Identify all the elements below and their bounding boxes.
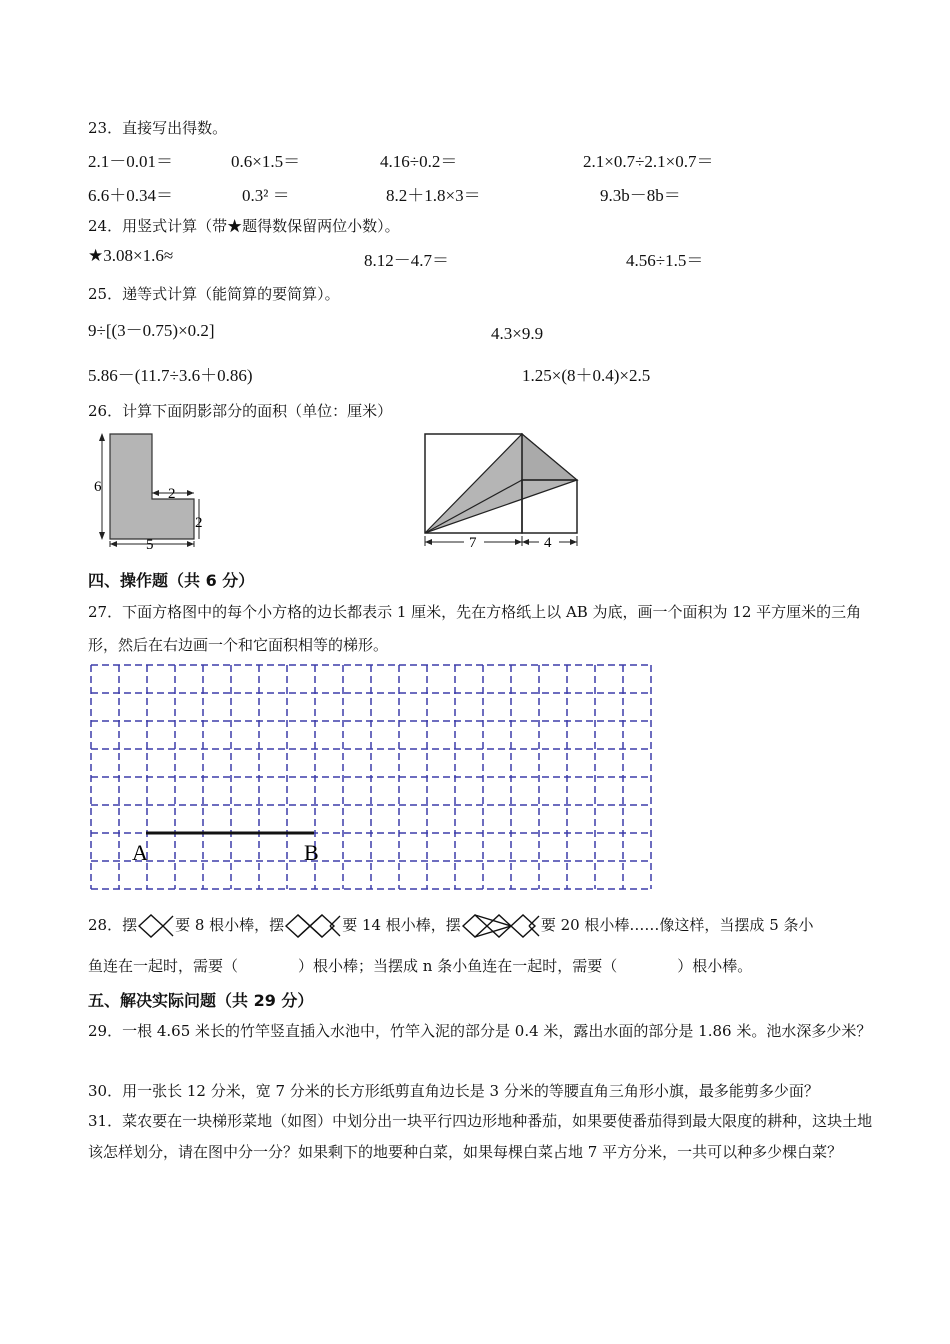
- q26-title: 26．计算下面阴影部分的面积（单位：厘米）: [88, 402, 393, 420]
- arrow-right-icon: [187, 541, 194, 547]
- arrow-left-icon: [522, 539, 529, 545]
- q24-item-3: 4.56÷1.5＝: [626, 251, 704, 270]
- q25-item-1: 9÷[(3－0.75)×0.2]: [88, 321, 215, 340]
- q28-line-1: [88, 910, 814, 940]
- q24-item-1: ★3.08×1.6≈: [88, 246, 174, 265]
- q28-text-part-4: 要 20 根小棒……像这样，当摆成 5 条小: [540, 916, 814, 934]
- q26-figure-l-shape: [88, 428, 238, 553]
- q27-grid: [88, 662, 656, 892]
- shaded-small-triangle: [522, 434, 577, 480]
- q23-item-6: 0.3² ＝: [242, 186, 290, 205]
- label-width-5: 5: [146, 537, 154, 553]
- label-base-7: 7: [469, 535, 477, 551]
- point-a-label: A: [132, 840, 148, 865]
- fish-3-icon: [461, 913, 541, 939]
- q28-text-part-3: 要 14 根小棒，摆: [342, 916, 461, 934]
- q23-item-8: 9.3b－8b＝: [600, 186, 681, 205]
- q23-item-5: 6.6＋0.34＝: [88, 186, 173, 205]
- fish-2-icon: [284, 913, 342, 939]
- point-b-label: B: [304, 840, 319, 865]
- q30-text: 30．用一张长 12 分米，宽 7 分米的长方形纸剪直角边长是 3 分米的等腰直角三角形小旗，最多能剪多少面？: [88, 1082, 819, 1100]
- shaded-triangle: [425, 434, 577, 533]
- q28-text-part-2: 要 8 根小棒，摆: [175, 916, 285, 934]
- q29-text: 29．一根 4.65 米长的竹竿竖直插入水池中，竹竿入泥的部分是 0.4 米，露出水面的部分是 1.86 米。池水深多少米？: [88, 1022, 872, 1040]
- arrow-left-icon: [152, 490, 159, 496]
- arrow-right-icon: [570, 539, 577, 545]
- label-height-6: 6: [94, 479, 102, 495]
- label-base-4: 4: [544, 535, 552, 551]
- section-5-title: 五、解决实际问题（共 29 分）: [88, 991, 314, 1010]
- q23-item-3: 4.16÷0.2＝: [380, 152, 458, 171]
- arrow-left-icon: [110, 541, 117, 547]
- q31-text: 31．菜农要在一块梯形菜地（如图）中划分出一块平行四边形地种番茄，如果要使番茄得到最大限度的耕种，这块土地该怎样划分，请在图中分一分？如果剩下的地要种白菜，如果每棵白菜占地 7 平方分米，一共可以种多少棵白菜？: [88, 1112, 873, 1161]
- arrow-down-icon: [99, 532, 105, 540]
- label-notch-height-2: 2: [195, 515, 203, 531]
- arrow-up-icon: [99, 433, 105, 441]
- q23-title: 23．直接写出得数。: [88, 119, 228, 137]
- q23-item-7: 8.2＋1.8×3＝: [386, 186, 481, 205]
- arrow-left-icon: [425, 539, 432, 545]
- q25-item-2: 4.3×9.9: [491, 324, 544, 343]
- section-4-title: 四、操作题（共 6 分）: [88, 571, 255, 590]
- q23-item-4: 2.1×0.7÷2.1×0.7＝: [583, 152, 714, 171]
- q23-item-2: 0.6×1.5＝: [231, 152, 301, 171]
- q26-figure-rectangles: [420, 428, 585, 553]
- q24-title: 24．用竖式计算（带★题得数保留两位小数）。: [88, 217, 400, 235]
- arrow-right-icon: [187, 490, 194, 496]
- q27-text: 27．下面方格图中的每个小方格的边长都表示 1 厘米，先在方格纸上以 AB 为底，画一个面积为 12 平方厘米的三角形，然后在右边画一个和它面积相等的梯形。: [88, 603, 862, 654]
- q23-item-1: 2.1－0.01＝: [88, 152, 173, 171]
- q25-item-3: 5.86－(11.7÷3.6＋0.86): [88, 366, 253, 385]
- fish-1-icon: [137, 913, 175, 939]
- dashed-grid: [91, 665, 651, 889]
- q25-title: 25．递等式计算（能简算的要简算）。: [88, 285, 340, 303]
- q24-item-2: 8.12－4.7＝: [364, 251, 449, 270]
- q25-item-4: 1.25×(8＋0.4)×2.5: [522, 366, 651, 385]
- l-shape-shaded: [110, 434, 194, 539]
- q28-line-2: 鱼连在一起时，需要（ ）根小棒；当摆成 n 条小鱼连在一起时，需要（ ）根小棒。: [88, 957, 753, 975]
- q28-text-part-1: 28．摆: [88, 916, 138, 934]
- arrow-right-icon: [515, 539, 522, 545]
- label-notch-width-2: 2: [168, 486, 176, 502]
